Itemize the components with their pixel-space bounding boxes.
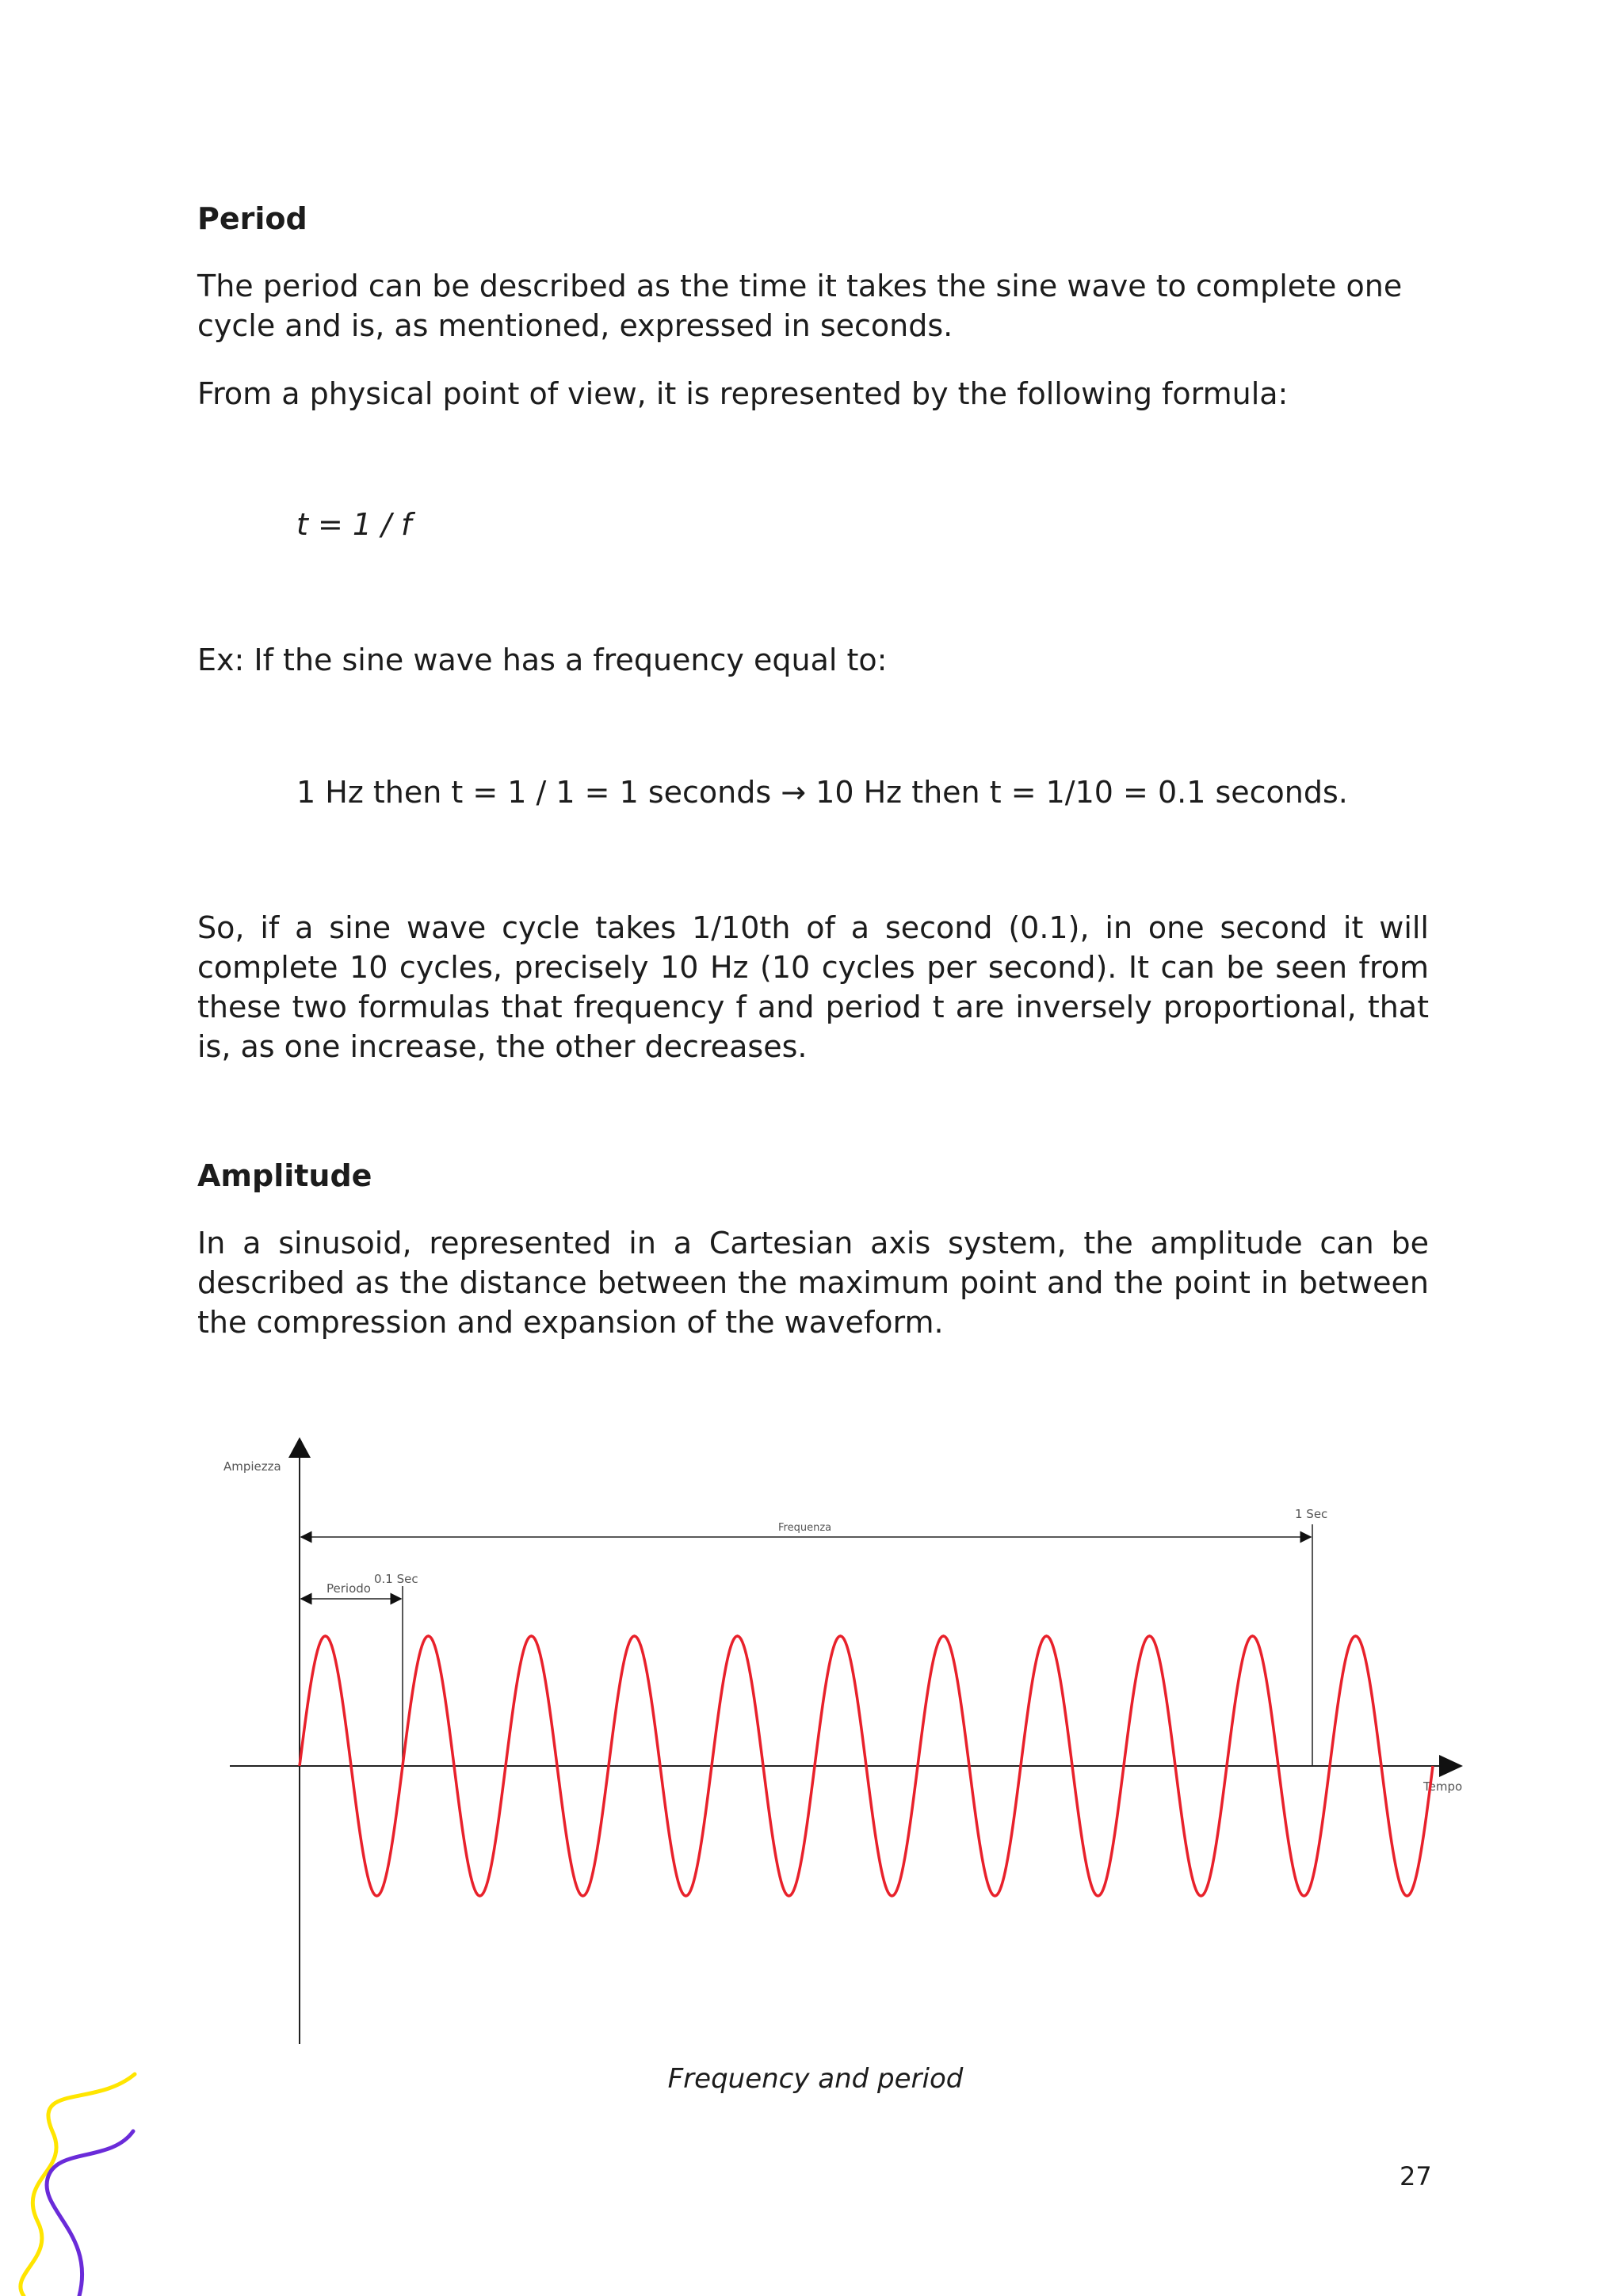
period-value: 0.1 Sec xyxy=(374,1572,418,1586)
period-paragraph-2: From a physical point of view, it is represented by the following formula: xyxy=(197,376,1289,411)
frequency-label: Frequenza xyxy=(778,1522,832,1534)
purple-squiggle xyxy=(47,2131,133,2296)
period-paragraph-1: The period can be described as the time it takes the sine wave to complete one cycle and is, as mentioned, expressed in seconds. xyxy=(197,269,1403,343)
sine-wave-chart xyxy=(206,1426,1466,2060)
sine-wave-figure xyxy=(206,1426,1466,2060)
period-formula: t = 1 / f xyxy=(296,507,412,542)
yellow-squiggle xyxy=(21,2074,135,2296)
frequency-value: 1 Sec xyxy=(1295,1507,1328,1521)
amplitude-heading: Amplitude xyxy=(197,1158,372,1193)
period-label: Periodo xyxy=(327,1581,371,1596)
x-axis-arrow xyxy=(1439,1755,1463,1777)
amplitude-paragraph-1: In a sinusoid, represented in a Cartesian axis system, the amplitude can be described as the distance between the maximum point and the point in between the compression and expansion of the waveform. xyxy=(197,1226,1429,1340)
example-intro: Ex: If the sine wave has a frequency equal to: xyxy=(197,643,888,677)
x-axis-label: Tempo xyxy=(1423,1779,1463,1794)
page-number: 27 xyxy=(1400,2161,1432,2191)
period-heading: Period xyxy=(197,201,307,236)
period-paragraph-3: So, if a sine wave cycle takes 1/10th of a second (0.1), in one second it will complete 10 cycles, precisely 10 Hz (10 cycles per second). It can be seen from these two formulas that frequency f and period t are inversely proportional, that is, as one increase, the other decreases. xyxy=(197,910,1429,1064)
figure-caption: Frequency and period xyxy=(667,2063,964,2095)
y-axis-arrow xyxy=(288,1437,311,1458)
decorative-squiggle-icon xyxy=(0,2060,158,2296)
y-axis-label: Ampiezza xyxy=(223,1459,281,1474)
example-calculation: 1 Hz then t = 1 / 1 = 1 seconds → 10 Hz then t = 1/10 = 0.1 seconds. xyxy=(296,775,1348,810)
